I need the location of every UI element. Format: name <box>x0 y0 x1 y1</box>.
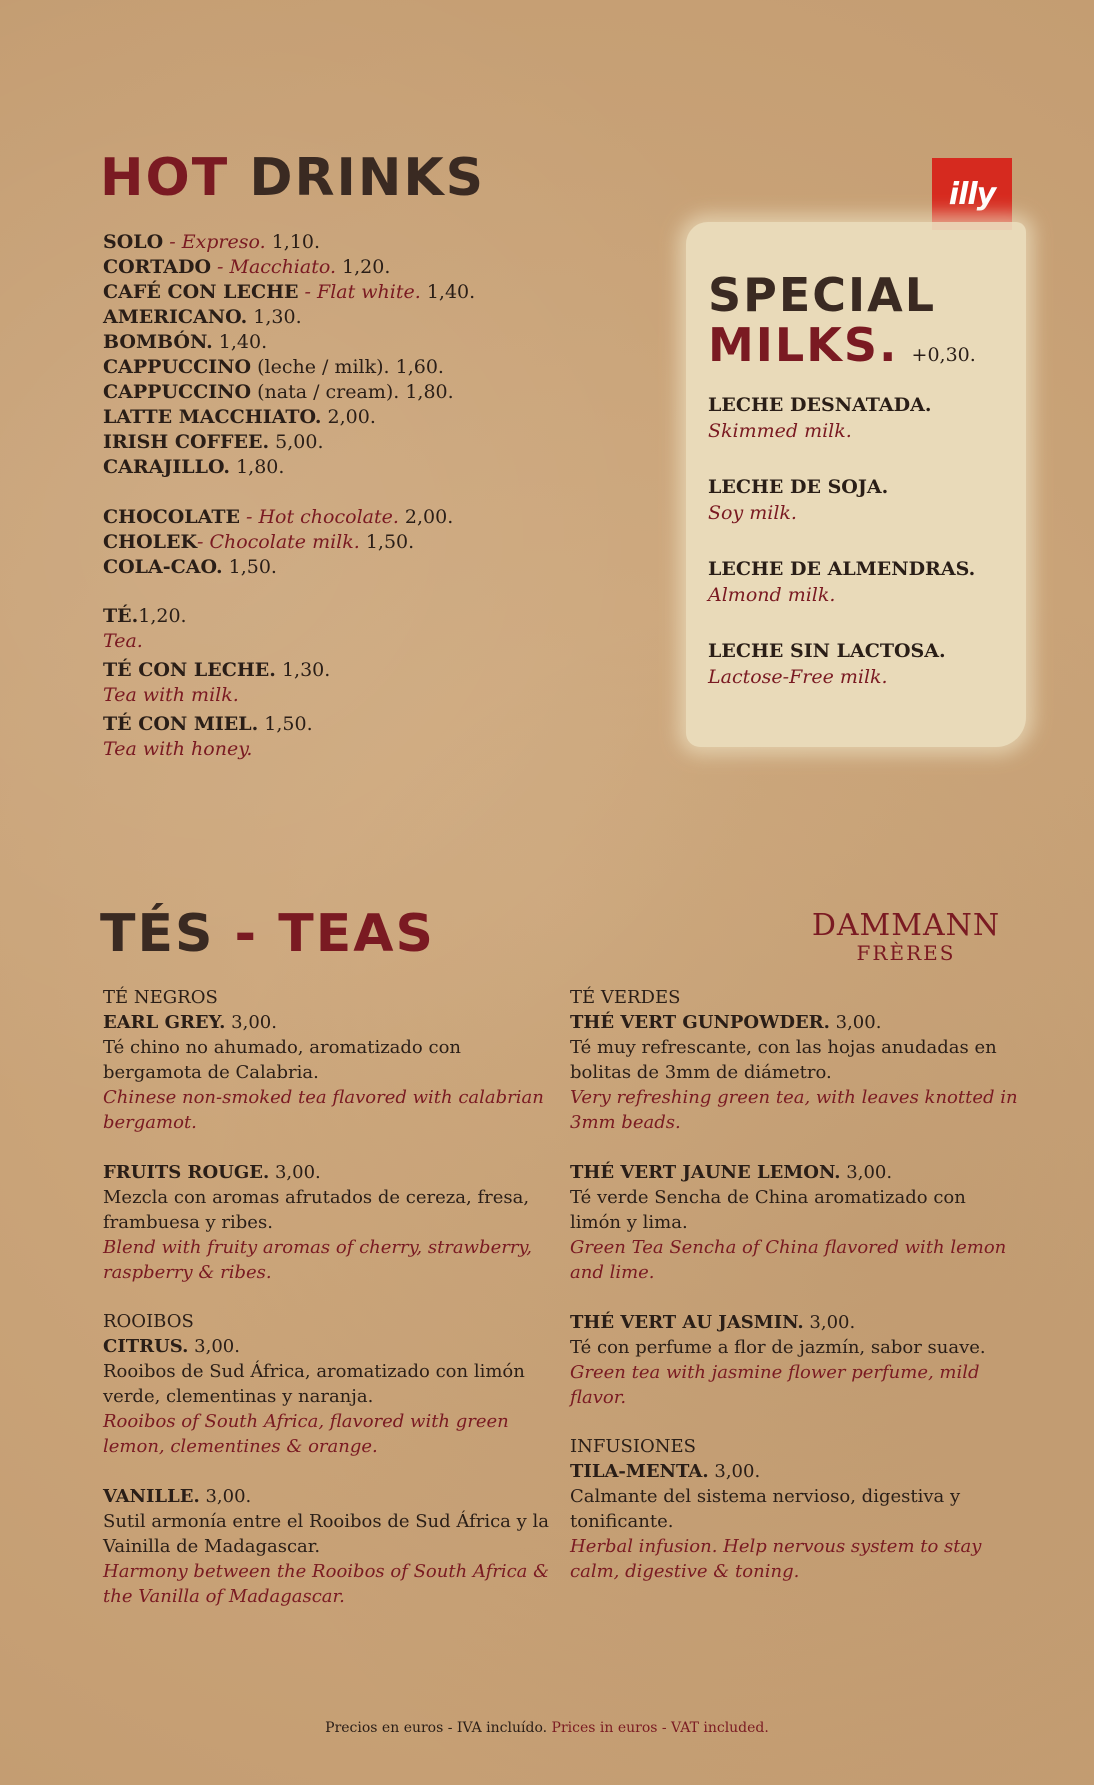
tea-item <box>570 1310 1020 1410</box>
tea-item <box>103 1310 553 1459</box>
drink-item <box>103 555 663 580</box>
drink-price: 1,40. <box>212 331 268 353</box>
footer-es: Precios en euros - IVA incluído. <box>325 1720 548 1736</box>
drink-separator: - <box>298 281 318 303</box>
hot-drinks-list <box>103 230 663 766</box>
drink-price: 1,50. <box>222 556 277 578</box>
drink-separator: - <box>196 531 210 553</box>
drink-name: IRISH COFFEE. <box>103 431 270 453</box>
hot-tea-price: 1,50. <box>258 713 313 735</box>
coffee-list <box>103 230 663 480</box>
tea-name: THÉ VERT GUNPOWDER. <box>570 1012 830 1033</box>
dammann-logo-line1: DAMMANN <box>811 908 1001 943</box>
drink-name: BOMBÓN. <box>103 331 213 353</box>
tea-translation: Rooibos of South Africa, flavored with green lemon, clementines & orange. <box>103 1411 509 1457</box>
drink-name: AMERICANO. <box>103 306 248 328</box>
tea-item <box>103 1484 553 1609</box>
drink-item <box>103 505 663 530</box>
drink-name: CAPPUCCINO <box>103 381 252 403</box>
drink-separator: - <box>211 256 230 278</box>
tea-category: ROOIBOS <box>103 1311 194 1332</box>
tea-item <box>103 986 553 1135</box>
tea-translation: Green Tea Sencha of China flavored with lemon and lime. <box>570 1237 1007 1283</box>
drink-name: CHOLEK <box>103 531 197 553</box>
dammann-logo-line2: FRÈRES <box>856 941 956 965</box>
footer-note <box>0 1720 1094 1736</box>
drink-item <box>103 305 663 330</box>
milk-name: LECHE SIN LACTOSA. <box>708 640 946 662</box>
hot-tea-title-row <box>103 604 663 629</box>
drink-item <box>103 455 663 480</box>
milk-translation: Skimmed milk. <box>708 420 852 442</box>
drink-item <box>103 280 663 305</box>
illy-logo: illy <box>932 158 1012 230</box>
tea-description: Té verde Sencha de China aromatizado con limón y lima. <box>570 1187 966 1233</box>
drink-item <box>103 330 663 355</box>
tea-name: VANILLE. <box>103 1486 200 1507</box>
teas-title-en: - TEAS <box>214 904 435 964</box>
hot-tea-item <box>103 658 663 708</box>
tea-price: 3,00. <box>803 1312 856 1333</box>
hot-drinks-title-drinks: DRINKS <box>249 148 486 208</box>
drink-price: 5,00. <box>269 431 324 453</box>
tea-description: Rooibos de Sud África, aromatizado con limón verde, clementinas y naranja. <box>103 1361 525 1407</box>
drink-price: 1,40. <box>420 281 476 303</box>
drink-separator: - <box>239 506 259 528</box>
drink-price: 2,00. <box>321 406 376 428</box>
tea-name: CITRUS. <box>103 1336 189 1357</box>
tea-name: THÉ VERT AU JASMIN. <box>570 1312 804 1333</box>
tea-title-row <box>103 1010 553 1035</box>
dammann-freres-logo <box>806 908 1006 965</box>
tea-item <box>570 1435 1020 1584</box>
drink-name: CAPPUCCINO <box>103 356 252 378</box>
tea-title-row <box>570 1459 1020 1484</box>
hot-tea-item <box>103 712 663 762</box>
tea-name: TILA-MENTA. <box>570 1461 709 1482</box>
special-milks-panel <box>708 268 1018 720</box>
drink-translation: Chocolate milk. <box>209 531 360 553</box>
drink-item <box>103 530 663 555</box>
drink-price: (leche / milk). 1,60. <box>251 356 444 378</box>
drink-name: COLA-CAO. <box>103 556 223 578</box>
hot-tea-name: TÉ CON MIEL. <box>103 713 259 735</box>
hot-drinks-title <box>100 148 486 208</box>
tea-description: Mezcla con aromas afrutados de cereza, fresa, frambuesa y ribes. <box>103 1187 530 1233</box>
milk-name: LECHE DE SOJA. <box>708 476 889 498</box>
drink-price: 1,50. <box>359 531 415 553</box>
hot-tea-name: TÉ. <box>103 605 139 627</box>
tea-category: TÉ NEGROS <box>103 987 218 1008</box>
tea-price: 3,00. <box>829 1012 882 1033</box>
drink-separator: - <box>163 231 182 253</box>
teas-title <box>100 904 435 964</box>
teas-right-column <box>570 986 1020 1609</box>
tea-price: 3,00. <box>708 1461 761 1482</box>
hot-tea-title-row <box>103 658 663 683</box>
tea-title-row <box>103 1334 553 1359</box>
tea-title-row <box>570 1010 1020 1035</box>
drink-name: LATTE MACCHIATO. <box>103 406 322 428</box>
hot-tea-translation: Tea with honey. <box>103 738 253 760</box>
hot-tea-list <box>103 604 663 762</box>
tea-price: 3,00. <box>199 1486 252 1507</box>
tea-description: Té muy refrescante, con las hojas anudadas en bolitas de 3mm de diámetro. <box>570 1037 997 1083</box>
milk-item <box>708 638 1018 690</box>
tea-translation: Chinese non-smoked tea flavored with calabrian bergamot. <box>103 1087 544 1133</box>
milk-list <box>708 392 1018 690</box>
drink-translation: Hot chocolate. <box>258 506 399 528</box>
tea-title-row <box>570 1160 1020 1185</box>
special-milks-title-row <box>708 318 1018 372</box>
drink-price: 1,30. <box>247 306 302 328</box>
tea-description: Calmante del sistema nervioso, digestiva y tonificante. <box>570 1486 961 1532</box>
drink-price: 1,80. <box>230 456 285 478</box>
tea-price: 3,00. <box>188 1336 240 1357</box>
milk-item <box>708 474 1018 526</box>
tea-item <box>103 1160 553 1285</box>
tea-item <box>570 986 1020 1135</box>
drink-name: CARAJILLO. <box>103 456 231 478</box>
tea-translation: Harmony between the Rooibos of South Africa & the Vanilla of Madagascar. <box>103 1561 550 1607</box>
tea-description: Sutil armonía entre el Rooibos de Sud África y la Vainilla de Madagascar. <box>103 1511 550 1557</box>
hot-tea-translation: Tea with milk. <box>103 684 239 706</box>
tea-price: 3,00. <box>840 1162 893 1183</box>
tea-description: Té con perfume a flor de jazmín, sabor suave. <box>570 1337 986 1358</box>
drink-name: CORTADO <box>103 256 211 278</box>
special-milks-title-line1: SPECIAL <box>708 268 937 322</box>
special-milks-price: +0,30. <box>911 344 976 366</box>
tea-title-row <box>103 1484 553 1509</box>
tea-price: 3,00. <box>225 1012 277 1033</box>
drink-translation: Flat white. <box>317 281 421 303</box>
milk-translation: Soy milk. <box>708 502 797 524</box>
hot-tea-translation: Tea. <box>103 630 143 652</box>
drink-name: SOLO <box>103 231 164 253</box>
drink-item <box>103 405 663 430</box>
drink-name: CHOCOLATE <box>103 506 240 528</box>
milk-translation: Lactose-Free milk. <box>708 666 888 688</box>
milk-translation: Almond milk. <box>708 584 836 606</box>
tea-translation: Very refreshing green tea, with leaves knotted in 3mm beads. <box>570 1087 1018 1133</box>
tea-description: Té chino no ahumado, aromatizado con bergamota de Calabria. <box>103 1037 462 1083</box>
drink-item <box>103 355 663 380</box>
hot-tea-price: 1,30. <box>275 659 331 681</box>
drink-price: 2,00. <box>398 506 454 528</box>
drink-item <box>103 430 663 455</box>
milk-item <box>708 392 1018 444</box>
hot-tea-item <box>103 604 663 654</box>
tea-name: EARL GREY. <box>103 1012 226 1033</box>
tea-name: FRUITS ROUGE. <box>103 1162 270 1183</box>
tea-category: TÉ VERDES <box>570 987 681 1008</box>
tea-item <box>570 1160 1020 1285</box>
milk-name: LECHE DE ALMENDRAS. <box>708 558 976 580</box>
special-milks-title-line2: MILKS. <box>708 318 899 372</box>
chocolate-list <box>103 505 663 580</box>
drink-item <box>103 380 663 405</box>
milk-name: LECHE DESNATADA. <box>708 394 932 416</box>
tea-translation: Blend with fruity aromas of cherry, strawberry, raspberry & ribes. <box>103 1237 532 1283</box>
drink-name: CAFÉ CON LECHE <box>103 281 299 303</box>
milk-item <box>708 556 1018 608</box>
tea-title-row <box>103 1160 553 1185</box>
drink-item <box>103 255 663 280</box>
hot-tea-name: TÉ CON LECHE. <box>103 659 276 681</box>
hot-drinks-title-hot: HOT <box>100 148 230 208</box>
drink-price: 1,20. <box>336 256 391 278</box>
tea-name: THÉ VERT JAUNE LEMON. <box>570 1162 841 1183</box>
footer-en: Prices in euros - VAT included. <box>547 1720 769 1736</box>
teas-title-es: TÉS <box>100 904 215 964</box>
tea-category: INFUSIONES <box>570 1436 696 1457</box>
hot-tea-price: 1,20. <box>138 605 187 627</box>
hot-tea-title-row <box>103 712 663 737</box>
tea-price: 3,00. <box>269 1162 321 1183</box>
tea-translation: Green tea with jasmine flower perfume, mild flavor. <box>570 1362 980 1408</box>
drink-item <box>103 230 663 255</box>
drink-price: 1,10. <box>265 231 321 253</box>
teas-left-column <box>103 986 553 1634</box>
drink-translation: Macchiato. <box>229 256 336 278</box>
tea-title-row <box>570 1310 1020 1335</box>
tea-translation: Herbal infusion. Help nervous system to stay calm, digestive & toning. <box>570 1536 982 1582</box>
drink-price: (nata / cream). 1,80. <box>251 381 454 403</box>
drink-translation: Expreso. <box>181 231 266 253</box>
